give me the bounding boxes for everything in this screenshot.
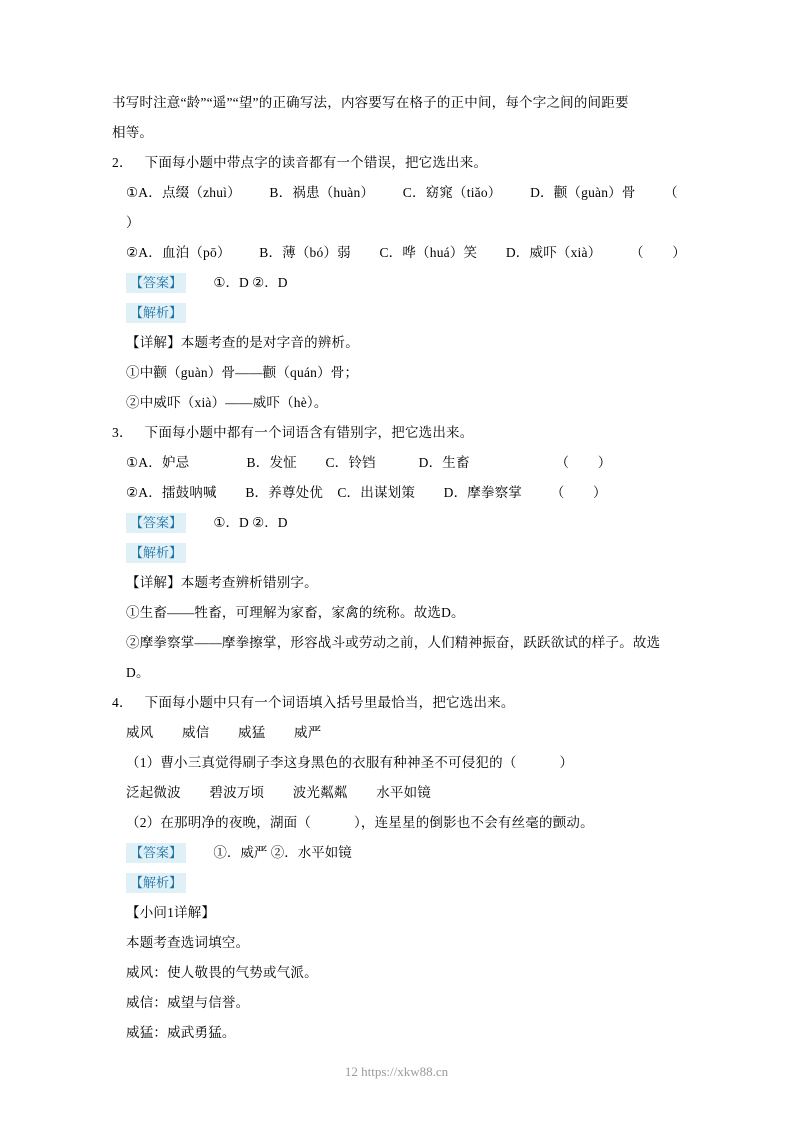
question-4-number: 4． — [112, 695, 133, 710]
question-2-stem-text: 下面每小题中带点字的读音都有一个错误，把它选出来。 — [144, 155, 488, 170]
question-3-answer-row — [126, 508, 681, 538]
answer-badge: 【答案】 — [126, 843, 186, 863]
question-4-stem-text: 下面每小题中只有一个词语填入括号里最恰当，把它选出来。 — [144, 695, 515, 710]
question-2-detail-3: ②中威吓（xià）——威吓（hè）。 — [126, 395, 328, 410]
question-4-detail-1: 【小问1详解】 — [126, 905, 216, 920]
question-2-detail-2: ①中颧（guàn）骨——颧（quán）骨； — [126, 365, 359, 380]
question-4-analysis-row — [126, 868, 681, 898]
question-3-answer-text: ①．D ②．D — [213, 515, 288, 530]
question-4-subquestion-1: （1）曹小三真觉得刷子李这身黑色的衣服有种神圣不可侵犯的（ ） — [126, 755, 574, 770]
page-footer: 12 https://xkw88.cn — [344, 1064, 449, 1079]
question-3-stem-text: 下面每小题中都有一个词语含有错别字，把它选出来。 — [144, 425, 474, 440]
question-3-option-1: ①A．妒忌 B．发怔 C．铃铛 D．生畜 （ ） — [126, 455, 612, 470]
question-4-answer-row — [126, 838, 681, 868]
intro-line-2: 相等。 — [112, 125, 154, 140]
question-3-detail-1: 【详解】本题考查辨析错别字。 — [126, 575, 318, 590]
question-4-stem — [112, 688, 681, 718]
question-2-analysis-row — [126, 298, 681, 328]
question-4-detail-4: 威信：威望与信誉。 — [126, 995, 250, 1010]
question-2-option-2: ②A．血泊（pō） B．薄（bó）弱 C．哗（huá）笑 D．威吓（xià） （ ） — [126, 245, 686, 260]
analysis-badge: 【解析】 — [126, 873, 186, 893]
question-2-detail-1: 【详解】本题考查的是对字音的辨析。 — [126, 335, 359, 350]
question-4-answer-text: ①．威严 ②．水平如镜 — [213, 845, 352, 860]
question-4-detail-2: 本题考查选词填空。 — [126, 935, 250, 950]
question-3-detail-3: ②摩拳察掌——摩拳擦掌，形容战斗或劳动之前，人们精神振奋，跃跃欲试的样子。故选D。 — [126, 635, 661, 680]
question-4-detail-5: 威猛：威武勇猛。 — [126, 1025, 236, 1040]
question-4-word-bank-2: 泛起微波 碧波万顷 波光粼粼 水平如镜 — [126, 785, 431, 800]
question-3-stem — [112, 418, 681, 448]
question-4-word-bank-1: 威风 威信 威猛 威严 — [126, 725, 322, 740]
question-3-option-2: ②A．擂鼓呐喊 B．养尊处优 C．出谋划策 D．摩拳察掌 （ ） — [126, 485, 607, 500]
answer-badge: 【答案】 — [126, 513, 186, 533]
analysis-badge: 【解析】 — [126, 303, 186, 323]
answer-badge: 【答案】 — [126, 273, 186, 293]
question-2-answer-text: ①．D ②．D — [213, 275, 288, 290]
question-3-analysis-row — [126, 538, 681, 568]
question-2-stem — [112, 148, 681, 178]
question-2-option-1: ①A．点缀（zhuì） B．祸患（huàn） C．窈窕（tiǎo） D．颧（guàn）骨 （ ） — [126, 185, 707, 230]
analysis-badge: 【解析】 — [126, 543, 186, 563]
question-3-detail-2: ①生畜——牲畜，可理解为家畜，家禽的统称。故选D。 — [126, 605, 465, 620]
question-2-answer-row — [126, 268, 681, 298]
question-2-number: 2． — [112, 155, 133, 170]
question-4-detail-3: 威风：使人敬畏的气势或气派。 — [126, 965, 318, 980]
intro-line-1: 书写时注意“龄”“遥”“望”的正确写法，内容要写在格子的正中间，每个字之间的间距要 — [112, 95, 629, 110]
question-3-number: 3． — [112, 425, 133, 440]
question-4-subquestion-2: （2）在那明净的夜晚，湖面（ ），连星星的倒影也不会有丝毫的颤动。 — [126, 815, 594, 830]
